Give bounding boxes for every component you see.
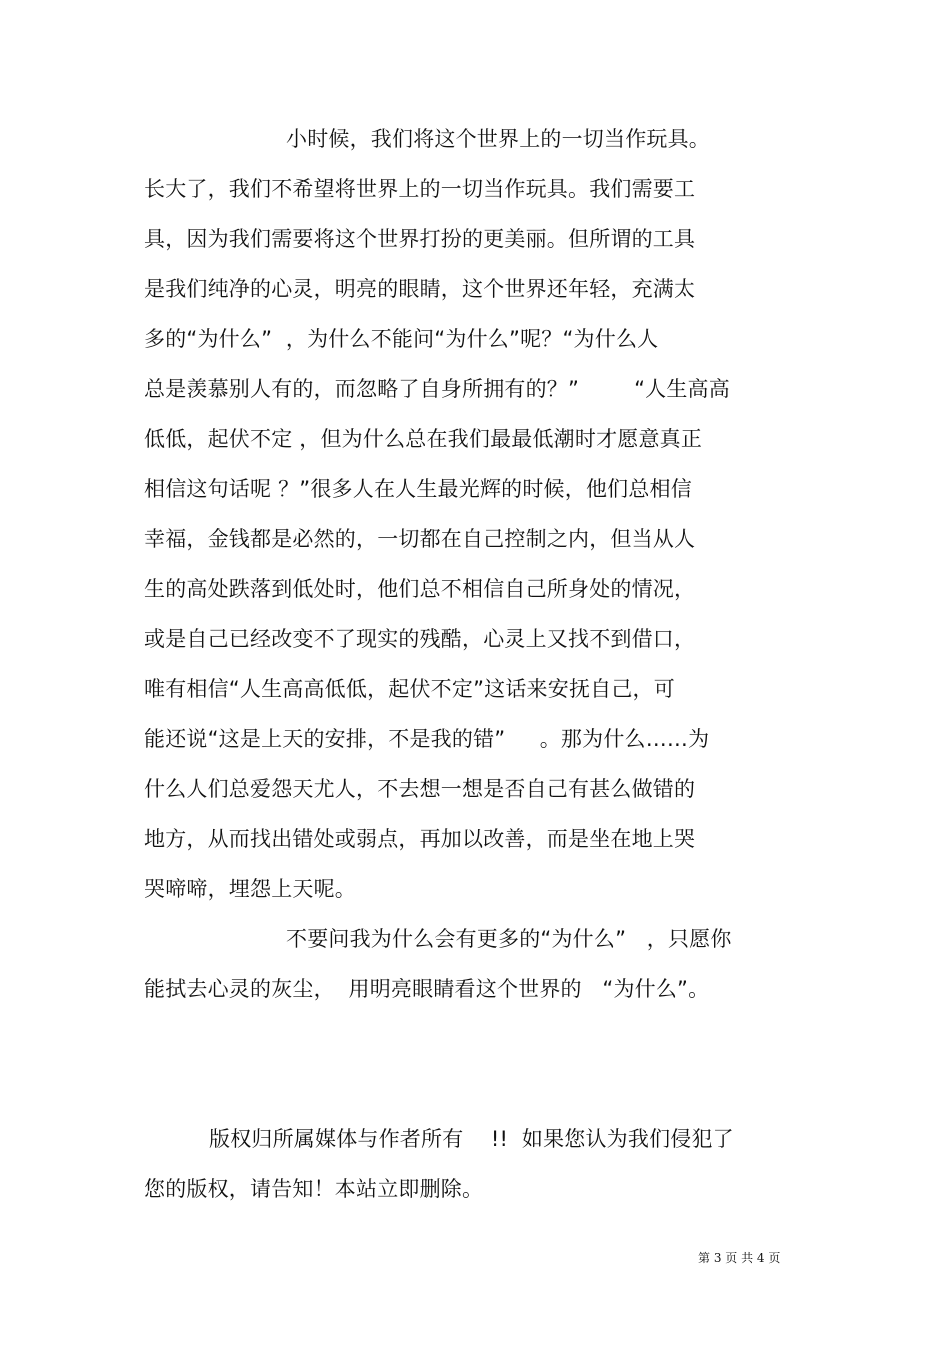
paragraph-1-line-3: 具，因为我们需要将这个世界打扮的更美丽。但所谓的工具 <box>144 227 696 251</box>
paragraph-1-line-7: 低低，起伏不定 ，但为什么总在我们最最低潮时才愿意真正 <box>144 427 703 451</box>
paragraph-1-line-12: 唯有相信“人生高高低低，起伏不定”这话来安抚自己，可 <box>144 677 675 701</box>
paragraph-1-line-2: 长大了，我们不希望将世界上的一切当作玩具。我们需要工 <box>144 177 696 201</box>
paragraph-2-line-1: 不要问我为什么会有更多的“为什么” ，只愿你 <box>286 927 732 951</box>
paragraph-1-line-11: 或是自己已经改变不了现实的残酷，心灵上又找不到借口， <box>144 627 696 651</box>
copyright-line-1: 版权归所属媒体与作者所有 !! 如果您认为我们侵犯了 <box>209 1127 734 1151</box>
paragraph-1-line-10: 生的高处跌落到低处时，他们总不相信自己所身处的情况， <box>144 577 696 601</box>
paragraph-1-line-4: 是我们纯净的心灵，明亮的眼睛，这个世界还年轻，充满太 <box>144 277 696 301</box>
paragraph-1-line-9: 幸福，金钱都是必然的，一切都在自己控制之内，但当从人 <box>144 527 696 551</box>
paragraph-1-line-8: 相信这句话呢 ？”很多人在人生最光辉的时候，他们总相信 <box>144 477 692 501</box>
paragraph-1-line-6: 总是羡慕别人有的，而忽略了自身所拥有的？” “人生高高 <box>144 377 730 401</box>
paragraph-1-line-16: 哭啼啼，埋怨上天呢。 <box>144 877 356 901</box>
paragraph-1-line-15: 地方，从而找出错处或弱点，再加以改善，而是坐在地上哭 <box>144 827 696 851</box>
paragraph-1-line-5: 多的“为什么” ，为什么不能问“为什么”呢？“为什么人 <box>144 327 659 351</box>
paragraph-1-line-14: 什么人们总爱怨天尤人，不去想一想是否自己有甚么做错的 <box>144 777 696 801</box>
page-number-footer: 第 3 页 共 4 页 <box>698 1251 781 1265</box>
paragraph-1-line-13: 能还说“这是上天的安排，不是我的错” 。那为什么……为 <box>144 727 710 751</box>
paragraph-1-line-1: 小时候，我们将这个世界上的一切当作玩具。 <box>286 127 710 151</box>
copyright-line-2: 您的版权，请告知！本站立即删除。 <box>144 1177 484 1201</box>
paragraph-2-line-2: 能拭去心灵的灰尘， 用明亮眼睛看这个世界的 “为什么”。 <box>144 977 710 1001</box>
